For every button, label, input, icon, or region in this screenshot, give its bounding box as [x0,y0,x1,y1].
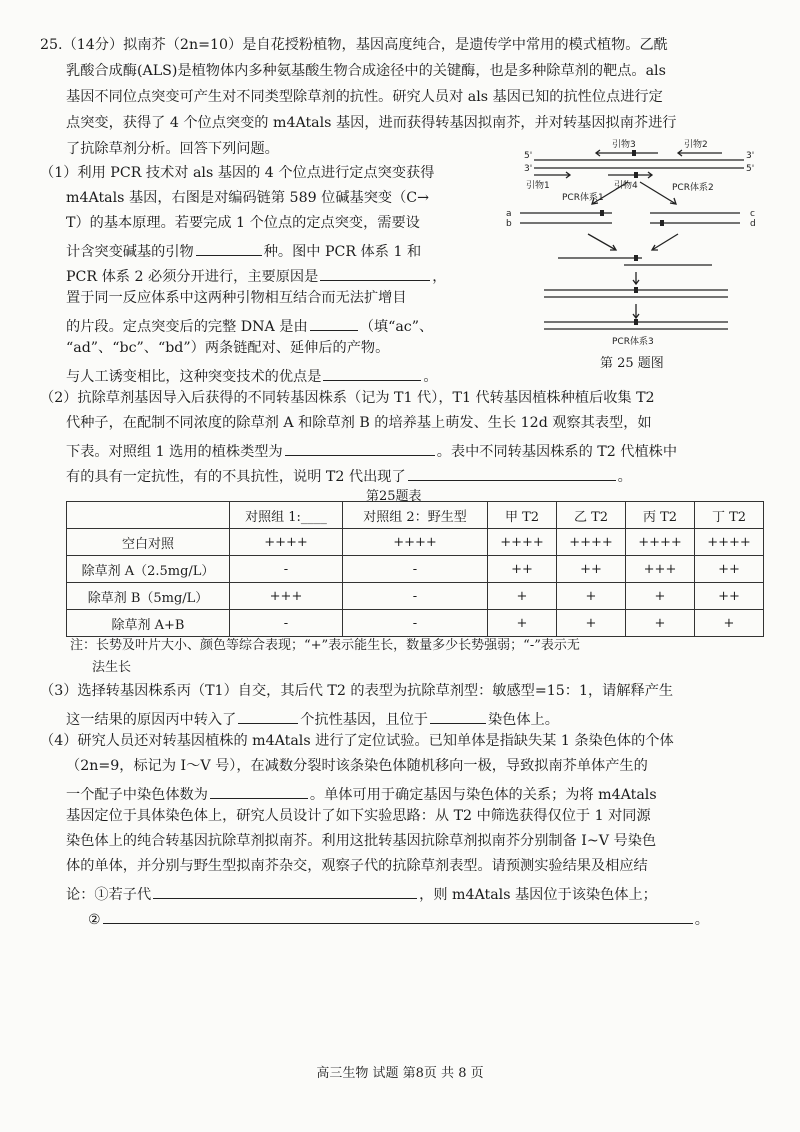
pcr-mutagenesis-figure [500,138,770,370]
label-pcr2: PCR体系2 [672,183,714,193]
mutation-mark [600,210,604,216]
q2-blank-control-type [285,441,435,456]
arrow-to-pcr2 [640,182,676,204]
table-cell: ++ [695,583,764,610]
q2-line-1: （2）抗除草剂基因导入后获得的不同转基因株系（记为 T1 代），T1 代转基因植株种植后收集 T2 [40,390,655,406]
table-cell: 空白对照 [67,529,230,556]
q4-line-4: 基因定位于具体染色体上，研究人员设计了如下实验思路：从 T2 中筛选获得仅位于 1 对同源 [66,808,651,824]
label-b: b [506,219,512,229]
q3-blank-chromosome [430,709,486,724]
table-header-cell: 对照组 2：野生型 [343,502,488,529]
q1-blank-reason [320,266,430,281]
table-row [67,529,764,556]
q4-line-1: （4）研究人员还对转基因植株的 m4Atals 进行了定位试验。已知单体是指缺失某 1 条染色体的个体 [40,733,674,749]
q4-line-6: 体的单体，并分别与野生型拟南芥杂交，观察子代的抗除草剂表型。请预测实验结果及相应结 [66,858,648,874]
arrow-pcr1-down [588,234,616,250]
table-cell: ++++ [230,529,343,556]
q1-line-9: 与人工诱变相比，这种突变技术的优点是 。 [66,366,438,384]
label-d: d [750,219,756,229]
table-cell: + [695,610,764,637]
table-cell: + [626,610,695,637]
table-cell: + [557,610,626,637]
q3-line-1: （3）选择转基因株系丙（T1）自交，其后代 T2 的表型为抗除草剂型：敏感型=15：1，请解释产生 [40,683,674,699]
table-cell: - [343,610,488,637]
table-note-line-1: 注：长势及叶片大小、颜色等综合表现；“+”表示能生长，数量多少长势强弱；“-”表示无 [70,638,580,653]
figure-caption: 第 25 题图 [600,356,664,371]
q1-line-5: PCR 体系 2 必须分开进行，主要原因是 ， [66,266,446,284]
arrow-pcr2-down [652,234,678,250]
results-table [66,501,764,637]
label-a: a [506,209,512,219]
table-cell: 除草剂 B（5mg/L） [67,583,230,610]
table-header-cell: 对照组 1:____ [230,502,343,529]
mutation-mark [660,220,664,226]
label-3prime: 3' [746,151,755,161]
q1-blank-strands [310,316,358,331]
q2-line-4: 有的具有一定抗性，有的不具抗性，说明 T2 代出现了 。 [66,466,632,484]
table-cell: ++++ [343,529,488,556]
label-primer3: 引物3 [612,140,636,150]
label-c: c [750,209,755,219]
mutation-mark [634,287,638,293]
table-header-row [67,502,764,529]
table-row [67,556,764,583]
label-pcr3: PCR体系3 [612,337,654,347]
table-cell: - [230,556,343,583]
table-cell: 除草剂 A（2.5mg/L） [67,556,230,583]
mutation-mark [634,319,638,325]
label-primer1: 引物1 [526,181,550,191]
q1-blank-advantage [323,366,421,381]
table-cell: ++++ [626,529,695,556]
table-header-cell [67,502,230,529]
page-footer: 高三生物 试题 第8页 共 8 页 [316,1066,484,1081]
q25-line-4: 点突变，获得了 4 个位点突变的 m4Atals 基因，进而获得转基因拟南芥，并对转基因拟南芥进行 [66,115,677,131]
table-header-cell: 乙 T2 [557,502,626,529]
label-primer2: 引物2 [684,140,708,150]
label-5prime: 5' [746,164,755,174]
q4-blank-result-1 [153,884,417,899]
label-5prime: 5' [524,151,533,161]
q3-line-2: 这一结果的原因丙中转入了 个抗性基因，且位于 染色体上。 [66,709,559,727]
label-primer4: 引物4 [614,181,638,191]
q4-blank-result-2 [103,909,693,924]
q4-line-5: 染色体上的纯合转基因抗除草剂拟南芥。利用这批转基因抗除草剂拟南芥分别制备 I~V 号染色 [66,833,657,849]
q1-line-4: 计含突变碱基的引物 种。图中 PCR 体系 1 和 [66,241,421,259]
mutation-mark [634,172,638,178]
table-cell: ++ [695,556,764,583]
q1-line-7: 的片段。定点突变后的完整 DNA 是由 （填“ac”、 [66,316,433,334]
q25-line-1: 25.（14分）拟南芥（2n=10）是自花授粉植物，基因高度纯合，是遗传学中常用的模式植物。乙酰 [40,37,668,53]
table-cell: + [626,583,695,610]
table-header-cell: 丙 T2 [626,502,695,529]
table-cell: ++++ [488,529,557,556]
q1-blank-primer-count [196,241,262,256]
table-cell: ++++ [557,529,626,556]
table-cell: +++ [230,583,343,610]
table-cell: +++ [626,556,695,583]
q1-line-2: m4Atals 基因，右图是对编码链第 589 位碱基突变（C→ [66,190,429,206]
mutation-mark [634,255,638,261]
table-cell: + [488,610,557,637]
mutation-mark [632,150,636,156]
table-cell: ++++ [695,529,764,556]
table-cell: - [343,556,488,583]
label-pcr1: PCR体系1 [562,193,604,203]
q1-line-6: 置于同一反应体系中这两种引物相互结合而无法扩增目 [66,290,407,306]
q1-line-3: T）的基本原理。若要完成 1 个位点的定点突变，需要设 [66,215,420,231]
q25-line-3: 基因不同位点突变可产生对不同类型除草剂的抗性。研究人员对 als 基因已知的抗性位点进行定 [66,89,663,105]
q2-blank-phenomenon [408,466,616,481]
q4-line-2: （2n=9，标记为 I～V 号），在减数分裂时该条染色体随机移向一极，导致拟南芥单体产生的 [66,758,648,774]
q25-line-5: 了抗除草剂分析。回答下列问题。 [66,141,279,157]
q3-blank-gene-count [238,709,298,724]
table-header-cell: 丁 T2 [695,502,764,529]
table-cell: + [557,583,626,610]
table-row [67,610,764,637]
table-cell: + [488,583,557,610]
table-caption: 第25题表 [366,489,422,504]
table-cell: ++ [557,556,626,583]
q4-line-7: 论：①若子代 ，则 m4Atals 基因位于该染色体上； [66,884,657,902]
table-cell: - [230,610,343,637]
q2-line-3: 下表。对照组 1 选用的植株类型为 。表中不同转基因株系的 T2 代植株中 [66,441,677,459]
q4-line-8: ② 。 [88,909,709,927]
table-cell: ++ [488,556,557,583]
table-header-cell: 甲 T2 [488,502,557,529]
table-cell: 除草剂 A+B [67,610,230,637]
label-3prime: 3' [524,164,533,174]
q4-line-3: 一个配子中染色体数为 。单体可用于确定基因与染色体的关系；为将 m4Atals [66,784,657,802]
q2-line-2: 代种子，在配制不同浓度的除草剂 A 和除草剂 B 的培养基上萌发、生长 12d 观察其表型，如 [66,415,652,431]
table-note-line-2: 法生长 [92,660,132,675]
q4-blank-chromosome-number [210,784,308,799]
table-row [67,583,764,610]
q1-line-1: （1）利用 PCR 技术对 als 基因的 4 个位点进行定点突变获得 [40,165,435,181]
q25-line-2: 乳酸合成酶(ALS)是植物体内多种氨基酸生物合成途径中的关键酶，也是多种除草剂的靶点。als [66,63,666,79]
table-cell: - [343,583,488,610]
q1-line-8: “ad”、“bc”、“bd”）两条链配对、延伸后的产物。 [66,340,390,356]
